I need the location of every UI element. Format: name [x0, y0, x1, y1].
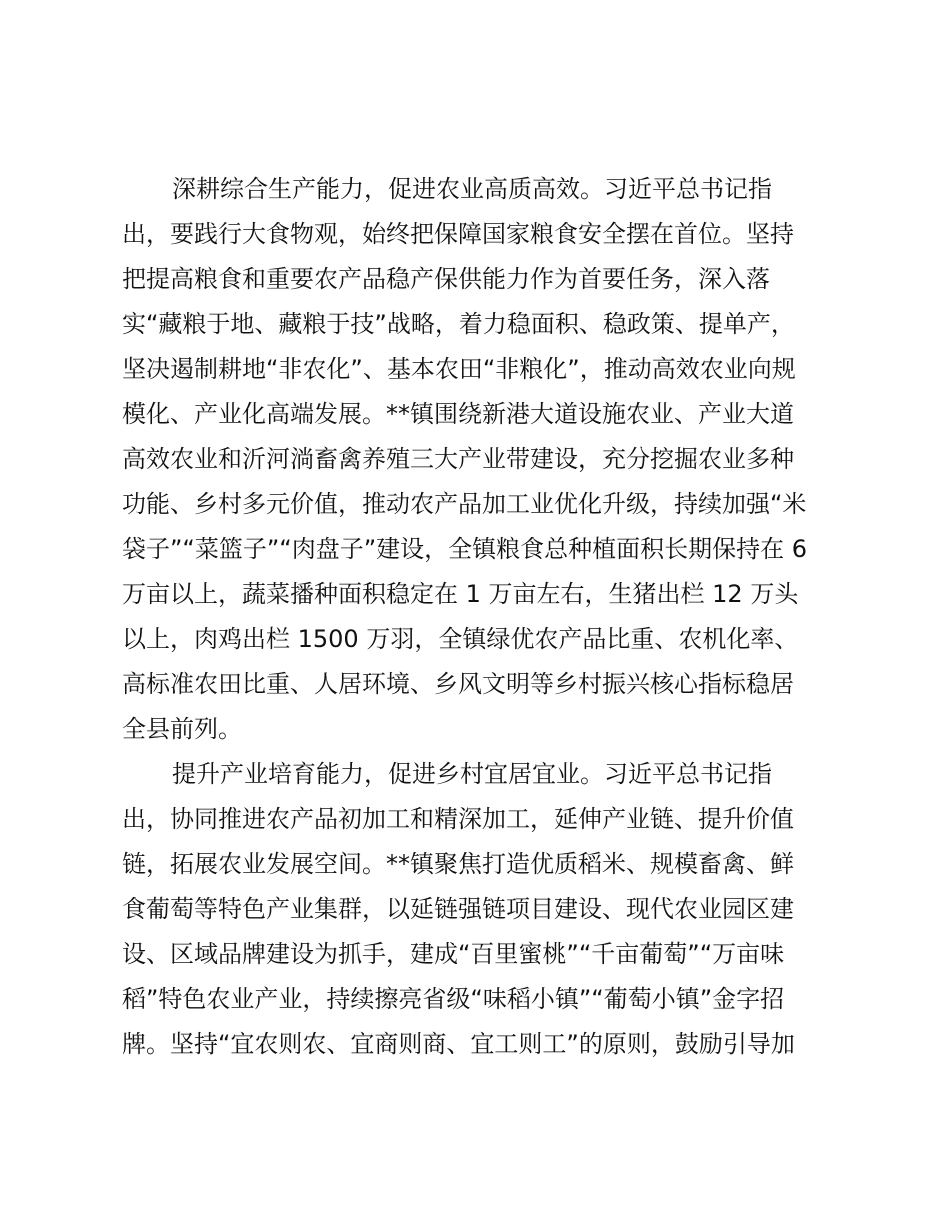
text-line: 实“藏粮于地、藏粮于技”战略，着力稳面积、稳政策、提单产，	[122, 310, 795, 338]
text-line: 出，要践行大食物观，始终把保障国家粮食安全摆在首位。坚持	[122, 220, 794, 248]
text-line: 高标准农田比重、人居环境、乡风文明等乡村振兴核心指标稳居	[122, 670, 794, 698]
document-body	[122, 167, 834, 1067]
text-line: 稻”特色农业产业，持续擦亮省级“味稻小镇”“葡萄小镇”金字招	[122, 985, 785, 1013]
text-line: 万亩以上，蔬菜播种面积稳定在 1 万亩左右，生猪出栏 12 万头	[122, 580, 799, 608]
paragraph-industry-cultivation	[122, 752, 834, 1067]
text-line: 以上，肉鸡出栏 1500 万羽，全镇绿优农产品比重、农机化率、	[122, 625, 799, 653]
text-line: 高效农业和沂河淌畜禽养殖三大产业带建设，充分挖掘农业多种	[122, 445, 794, 473]
text-line: 全县前列。	[122, 715, 242, 743]
text-line: 出，协同推进农产品初加工和精深加工，延伸产业链、提升价值	[122, 805, 794, 833]
text-line: 功能、乡村多元价值，推动农产品加工业优化升级，持续加强“米	[122, 490, 807, 518]
text-line: 链，拓展农业发展空间。**镇聚焦打造优质稻米、规模畜禽、鲜	[122, 850, 794, 878]
text-line: 模化、产业化高端发展。**镇围绕新港大道设施农业、产业大道	[122, 400, 794, 428]
text-line: 深耕综合生产能力，促进农业高质高效。习近平总书记指	[172, 175, 772, 203]
paragraph-agriculture-production	[122, 167, 834, 752]
text-line: 坚决遏制耕地“非农化”、基本农田“非粮化”，推动高效农业向规	[122, 355, 796, 383]
text-line: 把提高粮食和重要农产品稳产保供能力作为首要任务，深入落	[122, 265, 770, 293]
text-line: 提升产业培育能力，促进乡村宜居宜业。习近平总书记指	[172, 760, 772, 788]
text-line: 设、区域品牌建设为抓手，建成“百里蜜桃”“千亩葡萄”“万亩味	[122, 940, 785, 968]
text-line: 食葡萄等特色产业集群，以延链强链项目建设、现代农业园区建	[122, 895, 794, 923]
text-line: 袋子”“菜篮子”“肉盘子”建设，全镇粮食总种植面积长期保持在 6	[122, 535, 808, 563]
text-line: 牌。坚持“宜农则农、宜商则商、宜工则工”的原则，鼓励引导加	[122, 1030, 795, 1058]
